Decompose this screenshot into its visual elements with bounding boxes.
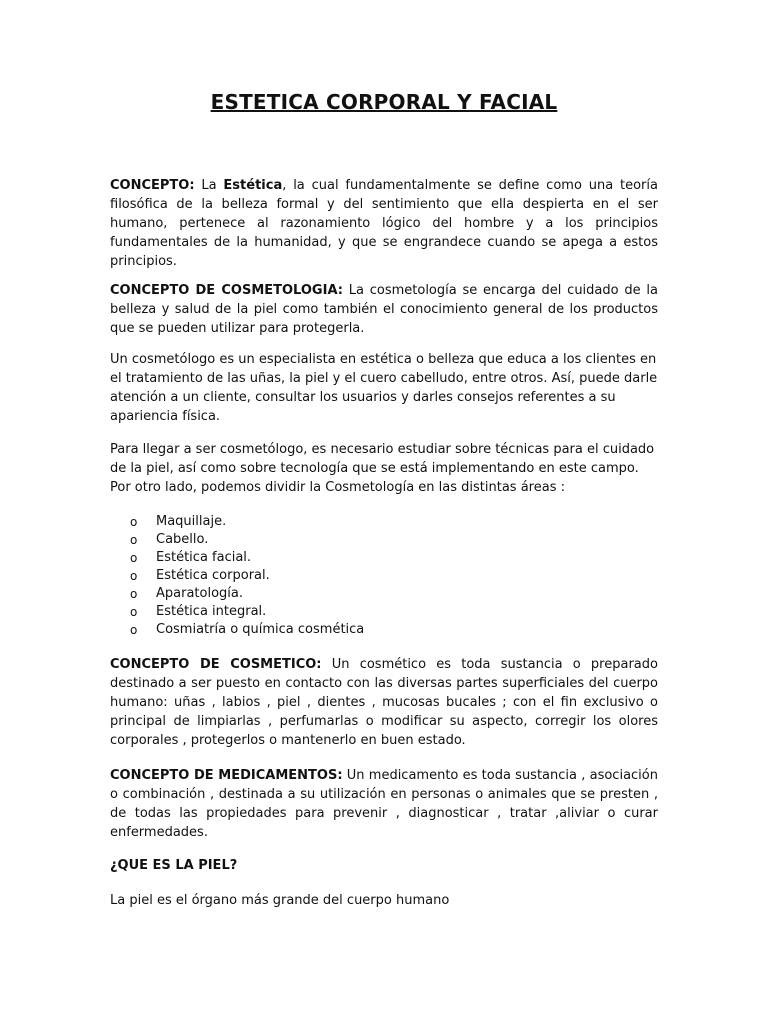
paragraph-cosmetico [110,655,658,750]
list-item [110,567,658,585]
bullet-marker: o [130,623,138,637]
piel-heading: ¿QUE ES LA PIEL? [110,858,238,873]
list-item [110,621,658,639]
paragraph-concepto [110,176,658,271]
concepto-prefix: La [194,178,224,193]
list-item [110,549,658,567]
list-item-label: Cosmiatría o química cosmética [156,622,365,637]
medicamentos-label: CONCEPTO DE MEDICAMENTOS: [110,768,343,783]
list-item [110,585,658,603]
document-title: ESTETICA CORPORAL Y FACIAL [210,90,558,114]
concepto-label: CONCEPTO: [110,178,195,193]
list-item [110,603,658,621]
list-item-label: Estética corporal. [156,568,270,583]
cosmetologia-label: CONCEPTO DE COSMETOLOGIA: [110,283,343,298]
paragraph-piel: La piel es el órgano más grande del cuerpo humano [110,893,450,908]
concepto-text: , la cual fundamentalmente se define como una teoría filosófica de la belleza formal y del sentimiento que ella despierta en el ser humano, pertenece al razonamiento lógico del hombre y a los principios fundamentales de la humanidad, y que se engrandece cuando se apega a estos principios. [110,178,658,269]
concepto-term: Estética [223,178,283,193]
cosmetico-label: CONCEPTO DE COSMETICO: [110,657,322,672]
bullet-marker: o [130,515,138,529]
paragraph-medicamentos [110,766,658,842]
cosmetologia-text: La cosmetología se encarga del cuidado de la belleza y salud de la piel como también el conocimiento general de los productos que se pueden utilizar para protegerla. [110,283,658,336]
paragraph-cosmetologia [110,281,658,338]
list-item-label: Aparatología. [156,586,244,601]
paragraph-cosmetologo: Un cosmetólogo es un especialista en estética o belleza que educa a los clientes en el tratamiento de las uñas, la piel y el cuero cabelludo, entre otros. Así, puede darle atención a un cliente, consultar los usuarios y darles consejos referentes a su apariencia física. [110,352,658,424]
areas-list [110,513,658,639]
bullet-marker: o [130,605,138,619]
list-item [110,513,658,531]
bullet-marker: o [130,551,138,565]
list-item-label: Estética integral. [156,604,267,619]
list-item [110,531,658,549]
bullet-marker: o [130,533,138,547]
paragraph-llegar: Para llegar a ser cosmetólogo, es necesario estudiar sobre técnicas para el cuidado de la piel, así como sobre tecnología que se está implementando en este campo. Por otro lado, podemos dividir la Cosmetología en las distintas áreas : [110,442,655,495]
list-item-label: Cabello. [156,532,209,547]
list-item-label: Estética facial. [156,550,252,565]
cosmetico-text: Un cosmético es toda sustancia o preparado destinado a ser puesto en contacto con las diversas partes superficiales del cuerpo humano: uñas , labios , piel , dientes , mucosas bucales ; con el fin exclusivo o principal de limpiarlas , perfumarlas o modificar su aspecto, corregir los olores corporales , protegerlos o mantenerlo en buen estado. [110,657,658,748]
document-body [110,176,658,910]
bullet-marker: o [130,569,138,583]
medicamentos-text: Un medicamento es toda sustancia , asociación o combinación , destinada a su utilización en personas o animales que se presten , de todas las propiedades para prevenir , diagnosticar , tratar ,aliviar o curar enfermedades. [110,768,658,840]
bullet-marker: o [130,587,138,601]
list-item-label: Maquillaje. [156,514,227,529]
